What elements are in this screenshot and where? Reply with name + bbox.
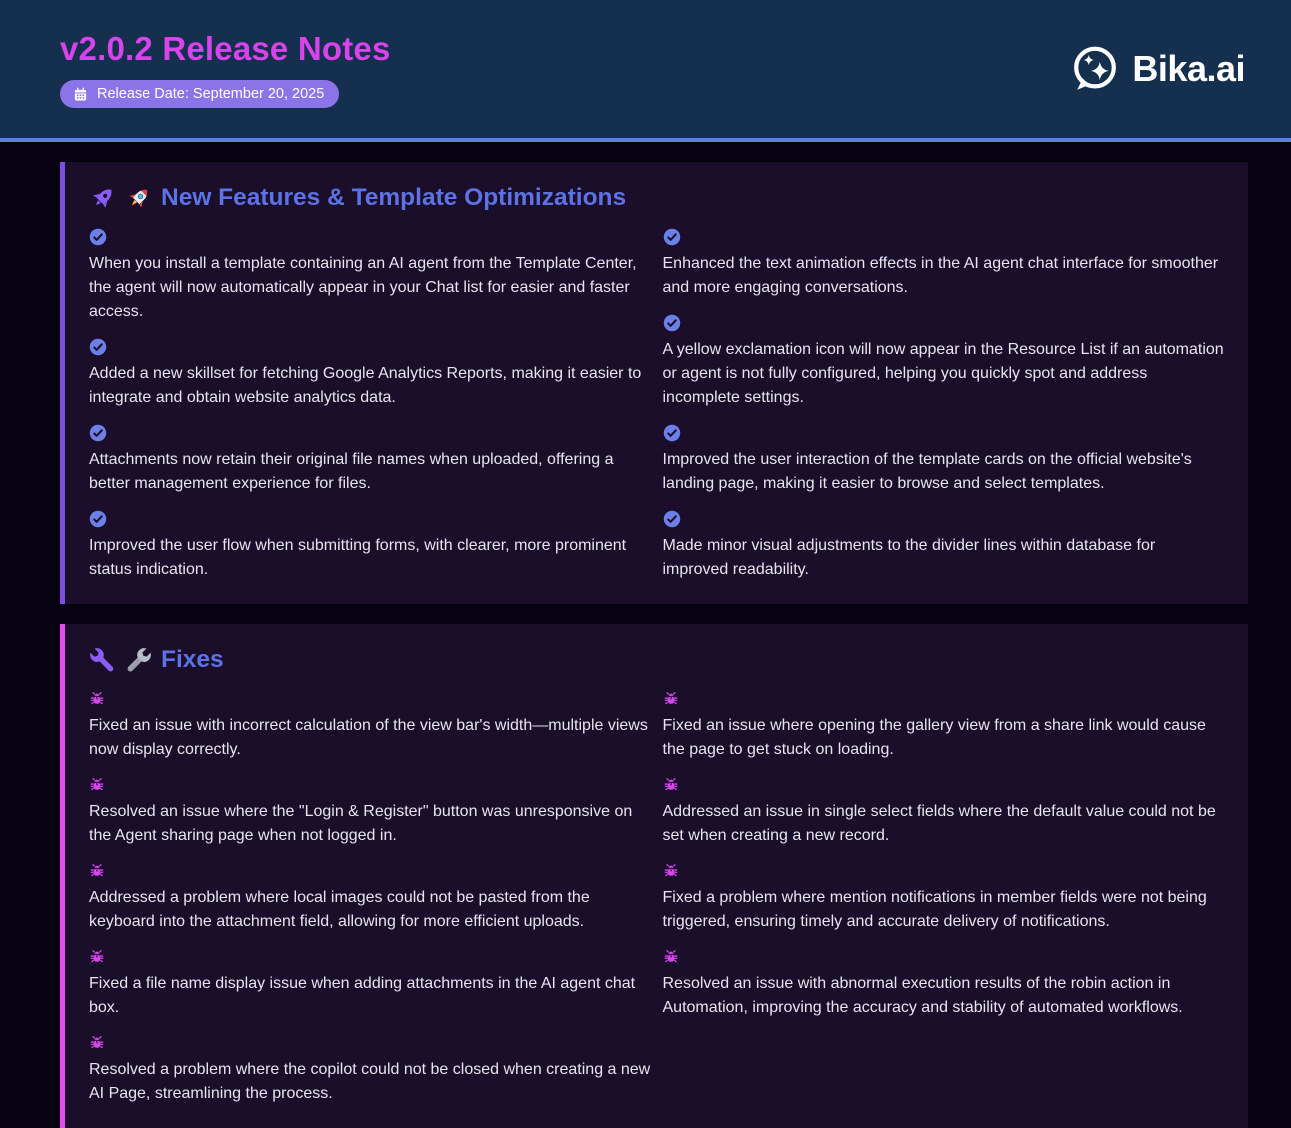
check-circle-icon [663,510,1225,528]
rocket-emoji-icon [125,185,152,212]
release-header [0,0,1291,142]
feature-text: Added a new skillset for fetching Google Analytics Reports, making it easier to integrate and obtain website analytics data. [89,365,642,406]
bug-icon [663,776,1225,794]
fix-text: Resolved a problem where the copilot could not be closed when creating a new AI Page, streamlining the process. [89,1061,651,1102]
fix-text: Addressed a problem where local images could not be pasted from the keyboard into the attachment field, allowing for more efficient uploads. [89,889,590,930]
bug-icon [89,690,651,708]
header-title-block [60,30,391,108]
fix-item [89,690,651,762]
features-card [60,162,1248,604]
fix-item [663,948,1225,1020]
rocket-icon [89,185,116,212]
feature-item [89,338,651,410]
feature-item [663,314,1225,410]
fixes-card [60,624,1248,1128]
feature-item [663,424,1225,496]
check-circle-icon [89,424,651,442]
features-column-left [89,228,651,582]
feature-text: Improved the user flow when submitting forms, with clearer, more prominent status indication. [89,537,627,578]
check-circle-icon [663,424,1225,442]
fix-item [663,690,1225,762]
fix-text: Resolved an issue with abnormal execution results of the robin action in Automation, improving the accuracy and stability of automated workflows. [662,975,1183,1016]
fix-text: Fixed an issue with incorrect calculation of the view bar's width—multiple views now display correctly. [89,717,648,758]
bug-icon [89,776,651,794]
features-column-right [663,228,1225,582]
fixes-heading-text: Fixes [161,646,224,673]
fix-item [663,776,1225,848]
bug-icon [89,862,651,880]
fix-item [89,948,651,1020]
features-heading [89,184,1224,212]
features-columns [89,228,1224,582]
fix-item [89,776,651,848]
feature-item [89,228,651,324]
bug-icon [89,948,651,966]
check-circle-icon [89,228,651,246]
bug-icon [89,1034,651,1052]
release-date-badge [60,80,339,108]
features-heading-text: New Features & Template Optimizations [161,184,627,211]
brand-name: Bika.ai [1132,48,1245,89]
bug-icon [663,948,1225,966]
fix-item [89,862,651,934]
fix-text: Resolved an issue where the "Login & Register" button was unresponsive on the Agent sharing page when not logged in. [89,803,633,844]
wrench-icon [89,647,116,674]
feature-item [663,228,1225,300]
fix-text: Fixed a problem where mention notifications in member fields were not being triggered, ensuring timely and accurate delivery of notifications. [662,889,1207,930]
fix-item [663,862,1225,934]
feature-text: A yellow exclamation icon will now appear in the Resource List if an automation or agent is not fully configured, helping you quickly spot and address incomplete settings. [662,341,1224,406]
feature-item [663,510,1225,582]
fixes-column-left [89,690,651,1106]
feature-text: Attachments now retain their original file names when uploaded, offering a better management experience for files. [89,451,614,492]
fix-text: Addressed an issue in single select fields where the default value could not be set when creating a new record. [662,803,1216,844]
page-title: v2.0.2 Release Notes [60,30,391,67]
release-date-label: Release Date: September 20, 2025 [97,86,325,102]
brand-logo[interactable] [1068,42,1245,96]
bika-speech-bubble-sparkles-icon [1068,42,1122,96]
check-circle-icon [89,338,651,356]
check-circle-icon [663,314,1225,332]
fixes-heading [89,646,1224,674]
fixes-column-right [663,690,1225,1106]
check-circle-icon [89,510,651,528]
feature-item [89,510,651,582]
fix-text: Fixed an issue where opening the gallery view from a share link would cause the page to get stuck on loading. [662,717,1206,758]
fix-item [89,1034,651,1106]
bug-icon [663,690,1225,708]
release-notes-body [0,142,1291,1128]
wrench-emoji-icon [125,647,152,674]
feature-text: When you install a template containing an AI agent from the Template Center, the agent will now automatically appear in your Chat list for easier and faster access. [89,255,637,320]
feature-text: Improved the user interaction of the template cards on the official website's landing page, making it easier to browse and select templates. [662,451,1192,492]
fixes-columns [89,690,1224,1106]
fix-text: Fixed a file name display issue when adding attachments in the AI agent chat box. [89,975,636,1016]
feature-item [89,424,651,496]
feature-text: Enhanced the text animation effects in the AI agent chat interface for smoother and more engaging conversations. [662,255,1219,296]
bug-icon [663,862,1225,880]
calendar-icon [73,87,88,102]
feature-text: Made minor visual adjustments to the divider lines within database for improved readability. [662,537,1156,578]
check-circle-icon [663,228,1225,246]
